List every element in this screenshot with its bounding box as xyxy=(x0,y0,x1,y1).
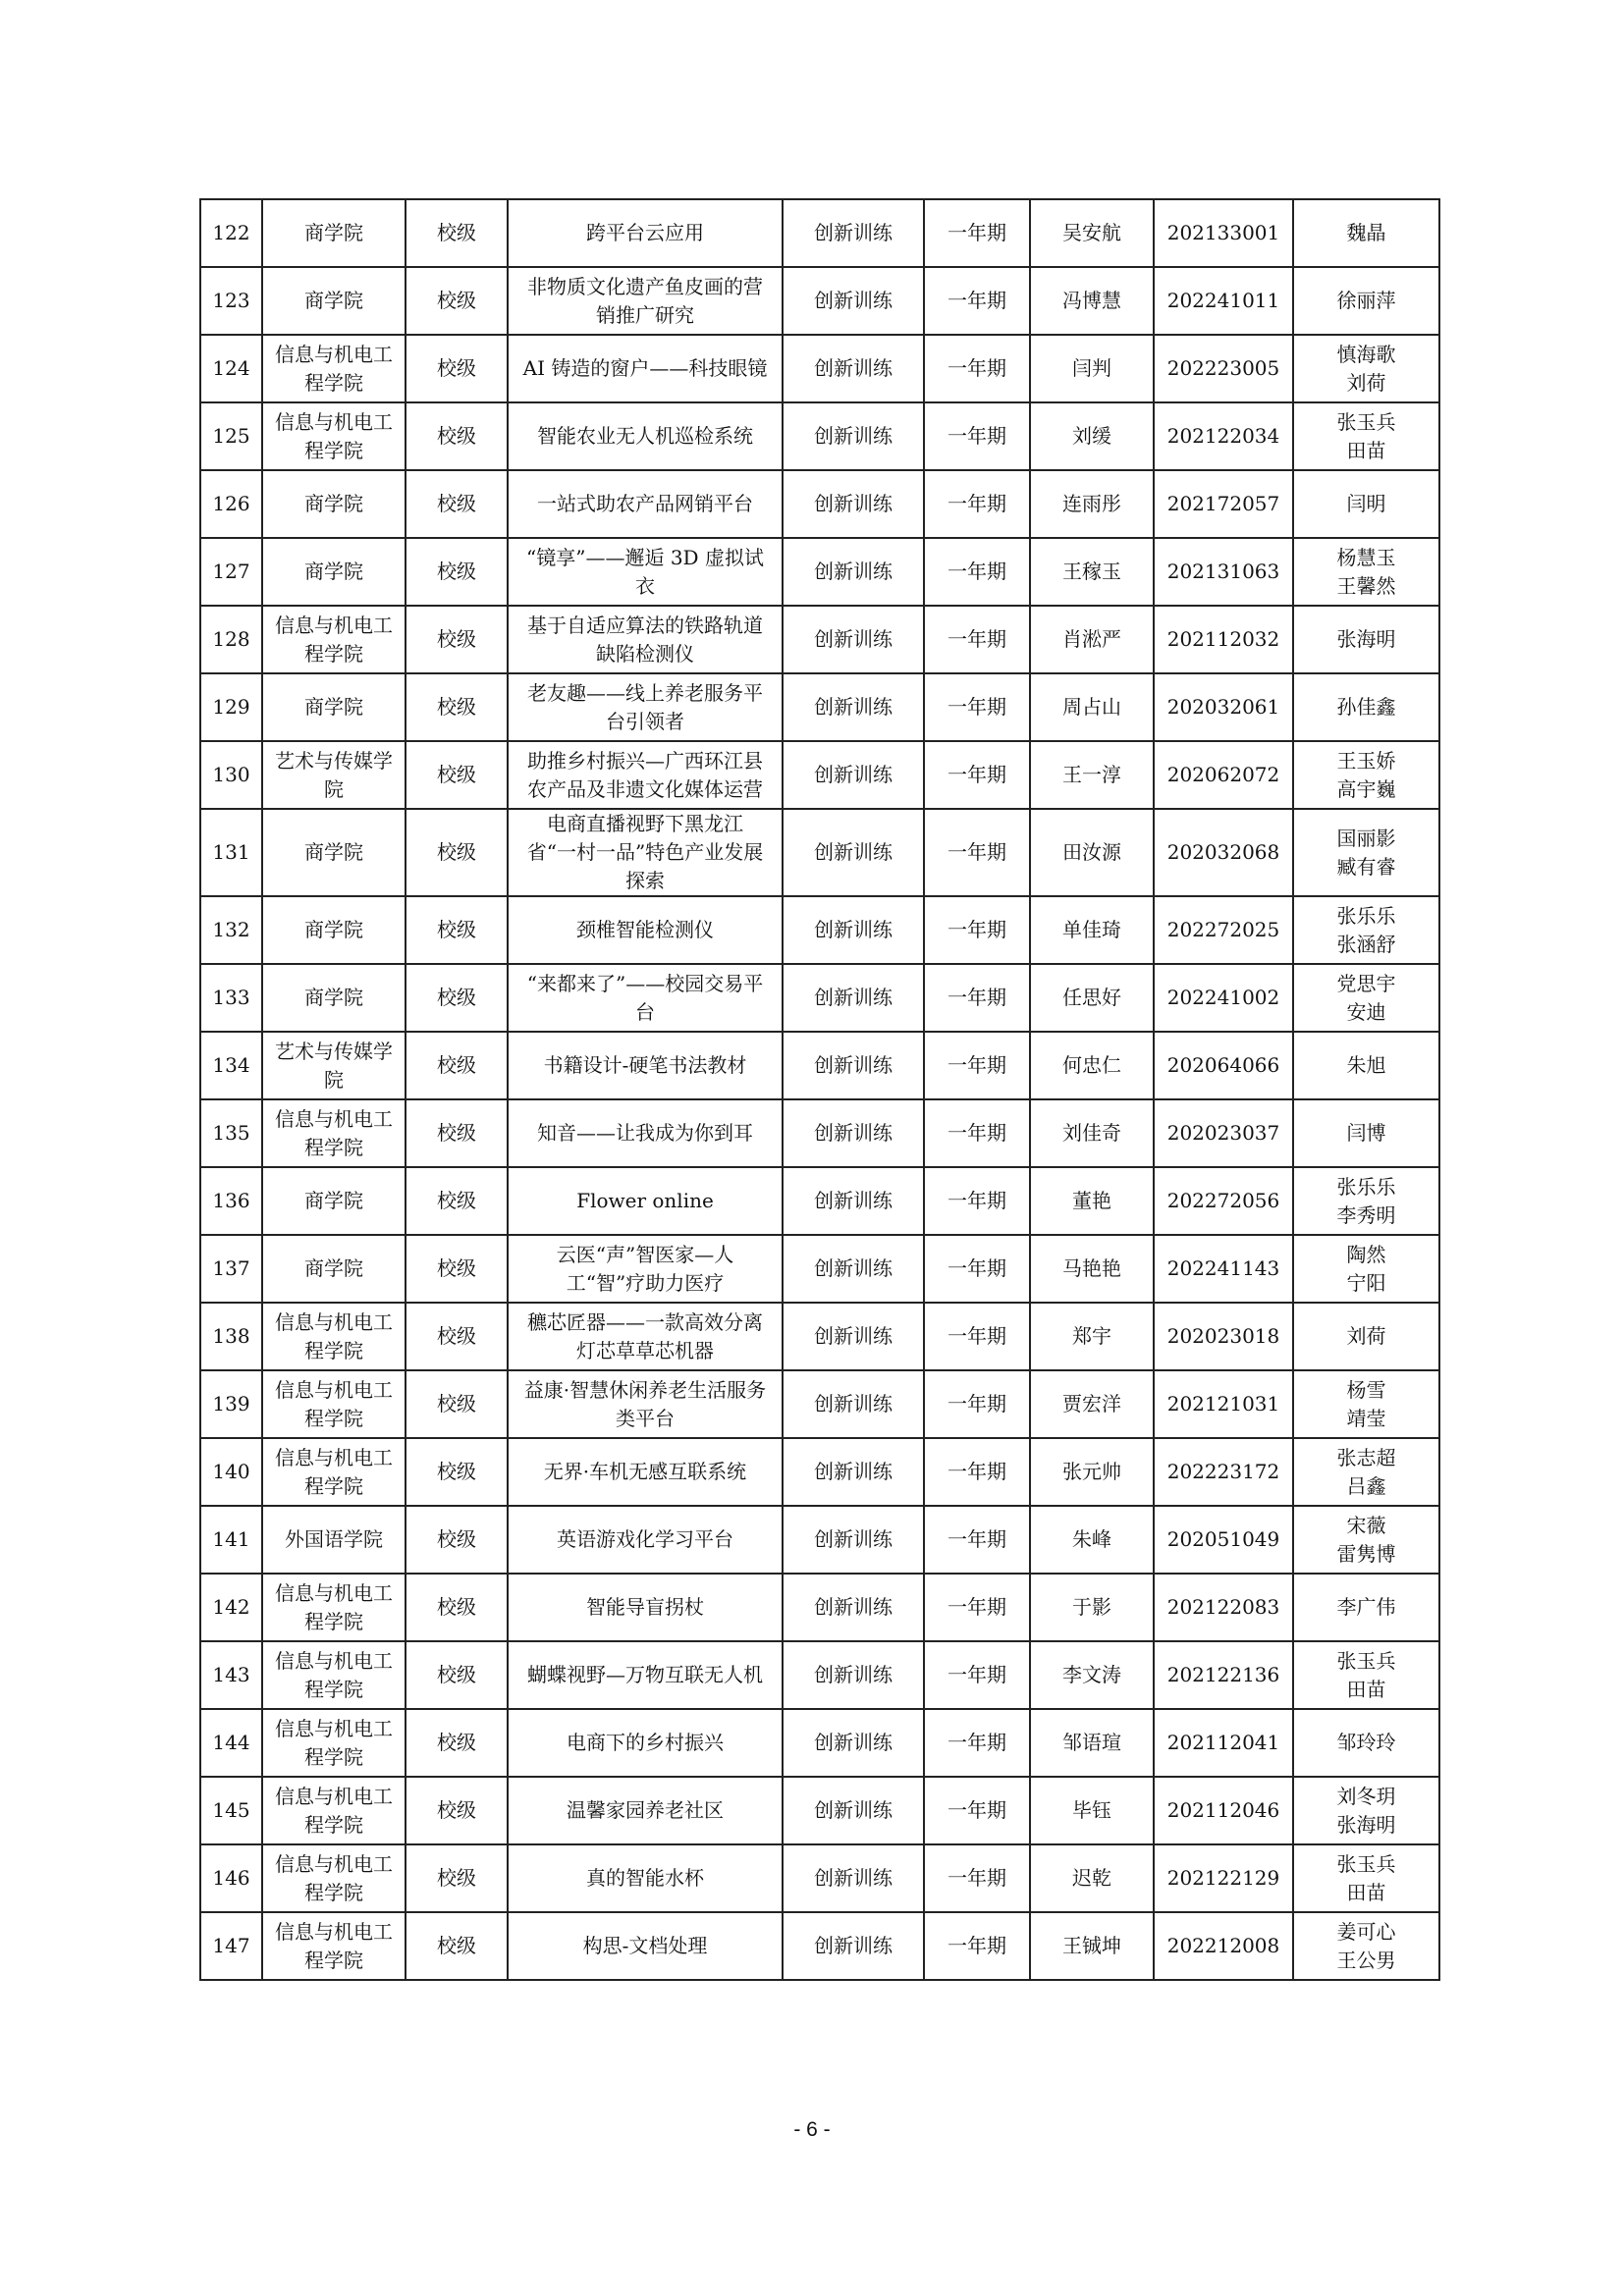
table-row xyxy=(200,741,1439,809)
cell-project-type: 创新训练 xyxy=(783,1912,924,1980)
cell-period: 一年期 xyxy=(924,335,1030,402)
cell-college: 商学院 xyxy=(262,896,406,964)
cell-leader: 毕钰 xyxy=(1030,1777,1154,1844)
cell-advisor: 杨雪 靖莹 xyxy=(1293,1370,1439,1438)
cell-college: 商学院 xyxy=(262,538,406,606)
cell-leader: 刘佳奇 xyxy=(1030,1099,1154,1167)
cell-college: 商学院 xyxy=(262,1235,406,1303)
cell-project-name: 无界·车机无感互联系统 xyxy=(508,1438,783,1506)
cell-advisor: 张玉兵 田苗 xyxy=(1293,402,1439,470)
cell-project-name: 非物质文化遗产鱼皮画的营销推广研究 xyxy=(508,267,783,335)
cell-period: 一年期 xyxy=(924,1777,1030,1844)
cell-student-id: 202023018 xyxy=(1154,1303,1293,1370)
table-row xyxy=(200,1574,1439,1641)
cell-college: 信息与机电工程学院 xyxy=(262,1844,406,1912)
cell-college: 信息与机电工程学院 xyxy=(262,606,406,673)
cell-leader: 朱峰 xyxy=(1030,1506,1154,1574)
cell-level: 校级 xyxy=(406,1438,508,1506)
cell-level: 校级 xyxy=(406,1574,508,1641)
cell-project-name: 颈椎智能检测仪 xyxy=(508,896,783,964)
cell-level: 校级 xyxy=(406,896,508,964)
cell-advisor: 张海明 xyxy=(1293,606,1439,673)
cell-number: 124 xyxy=(200,335,262,402)
cell-period: 一年期 xyxy=(924,673,1030,741)
cell-project-name: 智能导盲拐杖 xyxy=(508,1574,783,1641)
table-body xyxy=(200,199,1439,1980)
cell-advisor: 姜可心 王公男 xyxy=(1293,1912,1439,1980)
cell-student-id: 202032068 xyxy=(1154,809,1293,896)
cell-number: 134 xyxy=(200,1032,262,1099)
cell-student-id: 202241143 xyxy=(1154,1235,1293,1303)
cell-level: 校级 xyxy=(406,673,508,741)
cell-project-name: “来都来了”——校园交易平台 xyxy=(508,964,783,1032)
cell-project-name: 云医“声”智医家—人工“智”疗助力医疗 xyxy=(508,1235,783,1303)
cell-student-id: 202223005 xyxy=(1154,335,1293,402)
cell-project-type: 创新训练 xyxy=(783,1709,924,1777)
cell-project-type: 创新训练 xyxy=(783,402,924,470)
cell-project-name: 温馨家园养老社区 xyxy=(508,1777,783,1844)
cell-college: 信息与机电工程学院 xyxy=(262,1438,406,1506)
cell-college: 信息与机电工程学院 xyxy=(262,1912,406,1980)
cell-level: 校级 xyxy=(406,267,508,335)
cell-leader: 冯博慧 xyxy=(1030,267,1154,335)
cell-college: 信息与机电工程学院 xyxy=(262,1303,406,1370)
cell-advisor: 李广伟 xyxy=(1293,1574,1439,1641)
cell-level: 校级 xyxy=(406,606,508,673)
cell-project-name: 构思-文档处理 xyxy=(508,1912,783,1980)
cell-advisor: 党思宇 安迪 xyxy=(1293,964,1439,1032)
cell-leader: 于影 xyxy=(1030,1574,1154,1641)
cell-period: 一年期 xyxy=(924,402,1030,470)
table-row xyxy=(200,1844,1439,1912)
cell-leader: 王铖坤 xyxy=(1030,1912,1154,1980)
cell-student-id: 202241002 xyxy=(1154,964,1293,1032)
cell-advisor: 杨慧玉 王馨然 xyxy=(1293,538,1439,606)
cell-student-id: 202023037 xyxy=(1154,1099,1293,1167)
cell-project-type: 创新训练 xyxy=(783,1167,924,1235)
cell-advisor: 闫明 xyxy=(1293,470,1439,538)
cell-period: 一年期 xyxy=(924,741,1030,809)
cell-student-id: 202131063 xyxy=(1154,538,1293,606)
cell-period: 一年期 xyxy=(924,1099,1030,1167)
cell-project-type: 创新训练 xyxy=(783,470,924,538)
cell-level: 校级 xyxy=(406,1235,508,1303)
cell-period: 一年期 xyxy=(924,809,1030,896)
cell-project-name: 电商下的乡村振兴 xyxy=(508,1709,783,1777)
cell-period: 一年期 xyxy=(924,1167,1030,1235)
table-row xyxy=(200,402,1439,470)
cell-advisor: 张玉兵 田苗 xyxy=(1293,1641,1439,1709)
cell-project-name: 书籍设计-硬笔书法教材 xyxy=(508,1032,783,1099)
cell-college: 信息与机电工程学院 xyxy=(262,1574,406,1641)
cell-college: 信息与机电工程学院 xyxy=(262,1709,406,1777)
cell-project-type: 创新训练 xyxy=(783,267,924,335)
cell-number: 126 xyxy=(200,470,262,538)
cell-period: 一年期 xyxy=(924,1032,1030,1099)
cell-student-id: 202112041 xyxy=(1154,1709,1293,1777)
table-row xyxy=(200,1235,1439,1303)
table-row xyxy=(200,267,1439,335)
cell-period: 一年期 xyxy=(924,1912,1030,1980)
cell-student-id: 202032061 xyxy=(1154,673,1293,741)
table-row xyxy=(200,538,1439,606)
cell-student-id: 202223172 xyxy=(1154,1438,1293,1506)
table-row xyxy=(200,1641,1439,1709)
cell-student-id: 202064066 xyxy=(1154,1032,1293,1099)
cell-project-type: 创新训练 xyxy=(783,1235,924,1303)
cell-student-id: 202112046 xyxy=(1154,1777,1293,1844)
cell-number: 139 xyxy=(200,1370,262,1438)
cell-leader: 马艳艳 xyxy=(1030,1235,1154,1303)
cell-student-id: 202122034 xyxy=(1154,402,1293,470)
cell-student-id: 202241011 xyxy=(1154,267,1293,335)
cell-number: 146 xyxy=(200,1844,262,1912)
cell-student-id: 202172057 xyxy=(1154,470,1293,538)
cell-number: 140 xyxy=(200,1438,262,1506)
cell-project-type: 创新训练 xyxy=(783,1438,924,1506)
cell-number: 123 xyxy=(200,267,262,335)
cell-leader: 迟乾 xyxy=(1030,1844,1154,1912)
cell-period: 一年期 xyxy=(924,1641,1030,1709)
cell-level: 校级 xyxy=(406,1912,508,1980)
cell-project-name: Flower online xyxy=(508,1167,783,1235)
cell-college: 信息与机电工程学院 xyxy=(262,1641,406,1709)
cell-level: 校级 xyxy=(406,538,508,606)
cell-advisor: 张乐乐 李秀明 xyxy=(1293,1167,1439,1235)
cell-project-type: 创新训练 xyxy=(783,1303,924,1370)
cell-project-name: 一站式助农产品网销平台 xyxy=(508,470,783,538)
cell-project-name: 益康·智慧休闲养老生活服务类平台 xyxy=(508,1370,783,1438)
cell-project-type: 创新训练 xyxy=(783,1574,924,1641)
table-row xyxy=(200,896,1439,964)
cell-period: 一年期 xyxy=(924,896,1030,964)
cell-project-name: “镜享”——邂逅 3D 虚拟试衣 xyxy=(508,538,783,606)
table-row xyxy=(200,1506,1439,1574)
table-row xyxy=(200,1777,1439,1844)
cell-period: 一年期 xyxy=(924,470,1030,538)
cell-period: 一年期 xyxy=(924,606,1030,673)
cell-number: 141 xyxy=(200,1506,262,1574)
cell-project-type: 创新训练 xyxy=(783,538,924,606)
cell-advisor: 王玉娇 高宇巍 xyxy=(1293,741,1439,809)
cell-number: 122 xyxy=(200,199,262,267)
cell-number: 147 xyxy=(200,1912,262,1980)
cell-college: 商学院 xyxy=(262,199,406,267)
cell-project-type: 创新训练 xyxy=(783,199,924,267)
cell-project-name: 跨平台云应用 xyxy=(508,199,783,267)
cell-advisor: 徐丽萍 xyxy=(1293,267,1439,335)
cell-college: 信息与机电工程学院 xyxy=(262,1777,406,1844)
cell-period: 一年期 xyxy=(924,1506,1030,1574)
cell-college: 信息与机电工程学院 xyxy=(262,1099,406,1167)
cell-level: 校级 xyxy=(406,1099,508,1167)
table-row xyxy=(200,809,1439,896)
cell-period: 一年期 xyxy=(924,1709,1030,1777)
cell-period: 一年期 xyxy=(924,1303,1030,1370)
cell-number: 135 xyxy=(200,1099,262,1167)
table-row xyxy=(200,1167,1439,1235)
project-table xyxy=(199,198,1440,1981)
cell-college: 信息与机电工程学院 xyxy=(262,335,406,402)
table-row xyxy=(200,199,1439,267)
cell-period: 一年期 xyxy=(924,199,1030,267)
table-row xyxy=(200,964,1439,1032)
cell-advisor: 魏晶 xyxy=(1293,199,1439,267)
cell-number: 132 xyxy=(200,896,262,964)
cell-student-id: 202272025 xyxy=(1154,896,1293,964)
cell-advisor: 宋薇 雷隽博 xyxy=(1293,1506,1439,1574)
cell-number: 125 xyxy=(200,402,262,470)
cell-project-type: 创新训练 xyxy=(783,606,924,673)
cell-student-id: 202212008 xyxy=(1154,1912,1293,1980)
table-row xyxy=(200,673,1439,741)
cell-leader: 肖淞严 xyxy=(1030,606,1154,673)
cell-project-type: 创新训练 xyxy=(783,896,924,964)
cell-level: 校级 xyxy=(406,199,508,267)
cell-project-type: 创新训练 xyxy=(783,1506,924,1574)
cell-level: 校级 xyxy=(406,1303,508,1370)
cell-project-type: 创新训练 xyxy=(783,741,924,809)
table-row xyxy=(200,1709,1439,1777)
cell-college: 商学院 xyxy=(262,470,406,538)
cell-level: 校级 xyxy=(406,1641,508,1709)
cell-leader: 田汝源 xyxy=(1030,809,1154,896)
cell-advisor: 张玉兵 田苗 xyxy=(1293,1844,1439,1912)
cell-level: 校级 xyxy=(406,1370,508,1438)
cell-advisor: 国丽影 臧有睿 xyxy=(1293,809,1439,896)
cell-college: 信息与机电工程学院 xyxy=(262,1370,406,1438)
cell-project-name: AI 铸造的窗户——科技眼镜 xyxy=(508,335,783,402)
table-row xyxy=(200,1032,1439,1099)
cell-period: 一年期 xyxy=(924,267,1030,335)
cell-project-name: 老友趣——线上养老服务平台引领者 xyxy=(508,673,783,741)
cell-student-id: 202122129 xyxy=(1154,1844,1293,1912)
cell-period: 一年期 xyxy=(924,1844,1030,1912)
cell-college: 商学院 xyxy=(262,1167,406,1235)
cell-number: 137 xyxy=(200,1235,262,1303)
cell-college: 商学院 xyxy=(262,964,406,1032)
table-row xyxy=(200,335,1439,402)
cell-advisor: 陶然 宁阳 xyxy=(1293,1235,1439,1303)
cell-leader: 闫判 xyxy=(1030,335,1154,402)
cell-project-name: 英语游戏化学习平台 xyxy=(508,1506,783,1574)
cell-leader: 吴安航 xyxy=(1030,199,1154,267)
cell-level: 校级 xyxy=(406,809,508,896)
cell-leader: 周占山 xyxy=(1030,673,1154,741)
cell-college: 外国语学院 xyxy=(262,1506,406,1574)
cell-student-id: 202112032 xyxy=(1154,606,1293,673)
cell-leader: 连雨彤 xyxy=(1030,470,1154,538)
cell-project-type: 创新训练 xyxy=(783,335,924,402)
cell-project-name: 真的智能水杯 xyxy=(508,1844,783,1912)
cell-student-id: 202121031 xyxy=(1154,1370,1293,1438)
cell-project-type: 创新训练 xyxy=(783,673,924,741)
cell-level: 校级 xyxy=(406,1167,508,1235)
table-row xyxy=(200,1438,1439,1506)
cell-advisor: 刘荷 xyxy=(1293,1303,1439,1370)
cell-project-name: 穮芯匠器——一款高效分离灯芯草草芯机器 xyxy=(508,1303,783,1370)
cell-project-name: 基于自适应算法的铁路轨道缺陷检测仪 xyxy=(508,606,783,673)
cell-college: 信息与机电工程学院 xyxy=(262,402,406,470)
cell-advisor: 闫博 xyxy=(1293,1099,1439,1167)
cell-level: 校级 xyxy=(406,1844,508,1912)
cell-level: 校级 xyxy=(406,1709,508,1777)
cell-level: 校级 xyxy=(406,1777,508,1844)
cell-leader: 邹语瑄 xyxy=(1030,1709,1154,1777)
cell-student-id: 202133001 xyxy=(1154,199,1293,267)
cell-level: 校级 xyxy=(406,741,508,809)
cell-advisor: 张志超 吕鑫 xyxy=(1293,1438,1439,1506)
cell-student-id: 202062072 xyxy=(1154,741,1293,809)
page-number: - 6 - xyxy=(793,2118,831,2141)
cell-project-type: 创新训练 xyxy=(783,1099,924,1167)
cell-period: 一年期 xyxy=(924,1438,1030,1506)
cell-leader: 单佳琦 xyxy=(1030,896,1154,964)
cell-number: 128 xyxy=(200,606,262,673)
cell-number: 127 xyxy=(200,538,262,606)
cell-project-name: 助推乡村振兴—广西环江县农产品及非遗文化媒体运营 xyxy=(508,741,783,809)
cell-number: 131 xyxy=(200,809,262,896)
cell-project-name: 电商直播视野下黑龙江省“一村一品”特色产业发展探索 xyxy=(508,809,783,896)
cell-period: 一年期 xyxy=(924,1235,1030,1303)
cell-advisor: 慎海歌 刘荷 xyxy=(1293,335,1439,402)
cell-level: 校级 xyxy=(406,1506,508,1574)
cell-number: 136 xyxy=(200,1167,262,1235)
cell-leader: 李文涛 xyxy=(1030,1641,1154,1709)
cell-project-name: 智能农业无人机巡检系统 xyxy=(508,402,783,470)
cell-number: 130 xyxy=(200,741,262,809)
cell-advisor: 孙佳鑫 xyxy=(1293,673,1439,741)
cell-period: 一年期 xyxy=(924,1574,1030,1641)
cell-level: 校级 xyxy=(406,470,508,538)
cell-number: 142 xyxy=(200,1574,262,1641)
table-row xyxy=(200,1370,1439,1438)
cell-project-type: 创新训练 xyxy=(783,809,924,896)
cell-student-id: 202272056 xyxy=(1154,1167,1293,1235)
table-row xyxy=(200,606,1439,673)
cell-level: 校级 xyxy=(406,402,508,470)
cell-college: 商学院 xyxy=(262,673,406,741)
cell-leader: 王稼玉 xyxy=(1030,538,1154,606)
cell-level: 校级 xyxy=(406,335,508,402)
cell-leader: 何忠仁 xyxy=(1030,1032,1154,1099)
cell-number: 138 xyxy=(200,1303,262,1370)
cell-project-type: 创新训练 xyxy=(783,1032,924,1099)
cell-student-id: 202122083 xyxy=(1154,1574,1293,1641)
cell-number: 143 xyxy=(200,1641,262,1709)
cell-project-name: 知音——让我成为你到耳 xyxy=(508,1099,783,1167)
cell-project-type: 创新训练 xyxy=(783,964,924,1032)
cell-number: 145 xyxy=(200,1777,262,1844)
cell-project-type: 创新训练 xyxy=(783,1641,924,1709)
cell-college: 商学院 xyxy=(262,267,406,335)
cell-college: 艺术与传媒学院 xyxy=(262,741,406,809)
cell-number: 133 xyxy=(200,964,262,1032)
cell-level: 校级 xyxy=(406,964,508,1032)
cell-number: 129 xyxy=(200,673,262,741)
table-row xyxy=(200,1912,1439,1980)
cell-number: 144 xyxy=(200,1709,262,1777)
cell-project-type: 创新训练 xyxy=(783,1844,924,1912)
cell-leader: 董艳 xyxy=(1030,1167,1154,1235)
cell-college: 艺术与传媒学院 xyxy=(262,1032,406,1099)
cell-advisor: 张乐乐 张涵舒 xyxy=(1293,896,1439,964)
cell-period: 一年期 xyxy=(924,964,1030,1032)
cell-level: 校级 xyxy=(406,1032,508,1099)
cell-advisor: 朱旭 xyxy=(1293,1032,1439,1099)
cell-period: 一年期 xyxy=(924,538,1030,606)
cell-project-type: 创新训练 xyxy=(783,1777,924,1844)
cell-leader: 张元帅 xyxy=(1030,1438,1154,1506)
cell-leader: 郑宇 xyxy=(1030,1303,1154,1370)
cell-advisor: 刘冬玥 张海明 xyxy=(1293,1777,1439,1844)
cell-project-type: 创新训练 xyxy=(783,1370,924,1438)
table-row xyxy=(200,1303,1439,1370)
cell-student-id: 202051049 xyxy=(1154,1506,1293,1574)
cell-leader: 贾宏洋 xyxy=(1030,1370,1154,1438)
table-row xyxy=(200,1099,1439,1167)
cell-period: 一年期 xyxy=(924,1370,1030,1438)
cell-leader: 王一淳 xyxy=(1030,741,1154,809)
cell-student-id: 202122136 xyxy=(1154,1641,1293,1709)
cell-advisor: 邹玲玲 xyxy=(1293,1709,1439,1777)
cell-leader: 刘缓 xyxy=(1030,402,1154,470)
table-row xyxy=(200,470,1439,538)
cell-project-name: 蝴蝶视野—万物互联无人机 xyxy=(508,1641,783,1709)
cell-leader: 任思好 xyxy=(1030,964,1154,1032)
cell-college: 商学院 xyxy=(262,809,406,896)
